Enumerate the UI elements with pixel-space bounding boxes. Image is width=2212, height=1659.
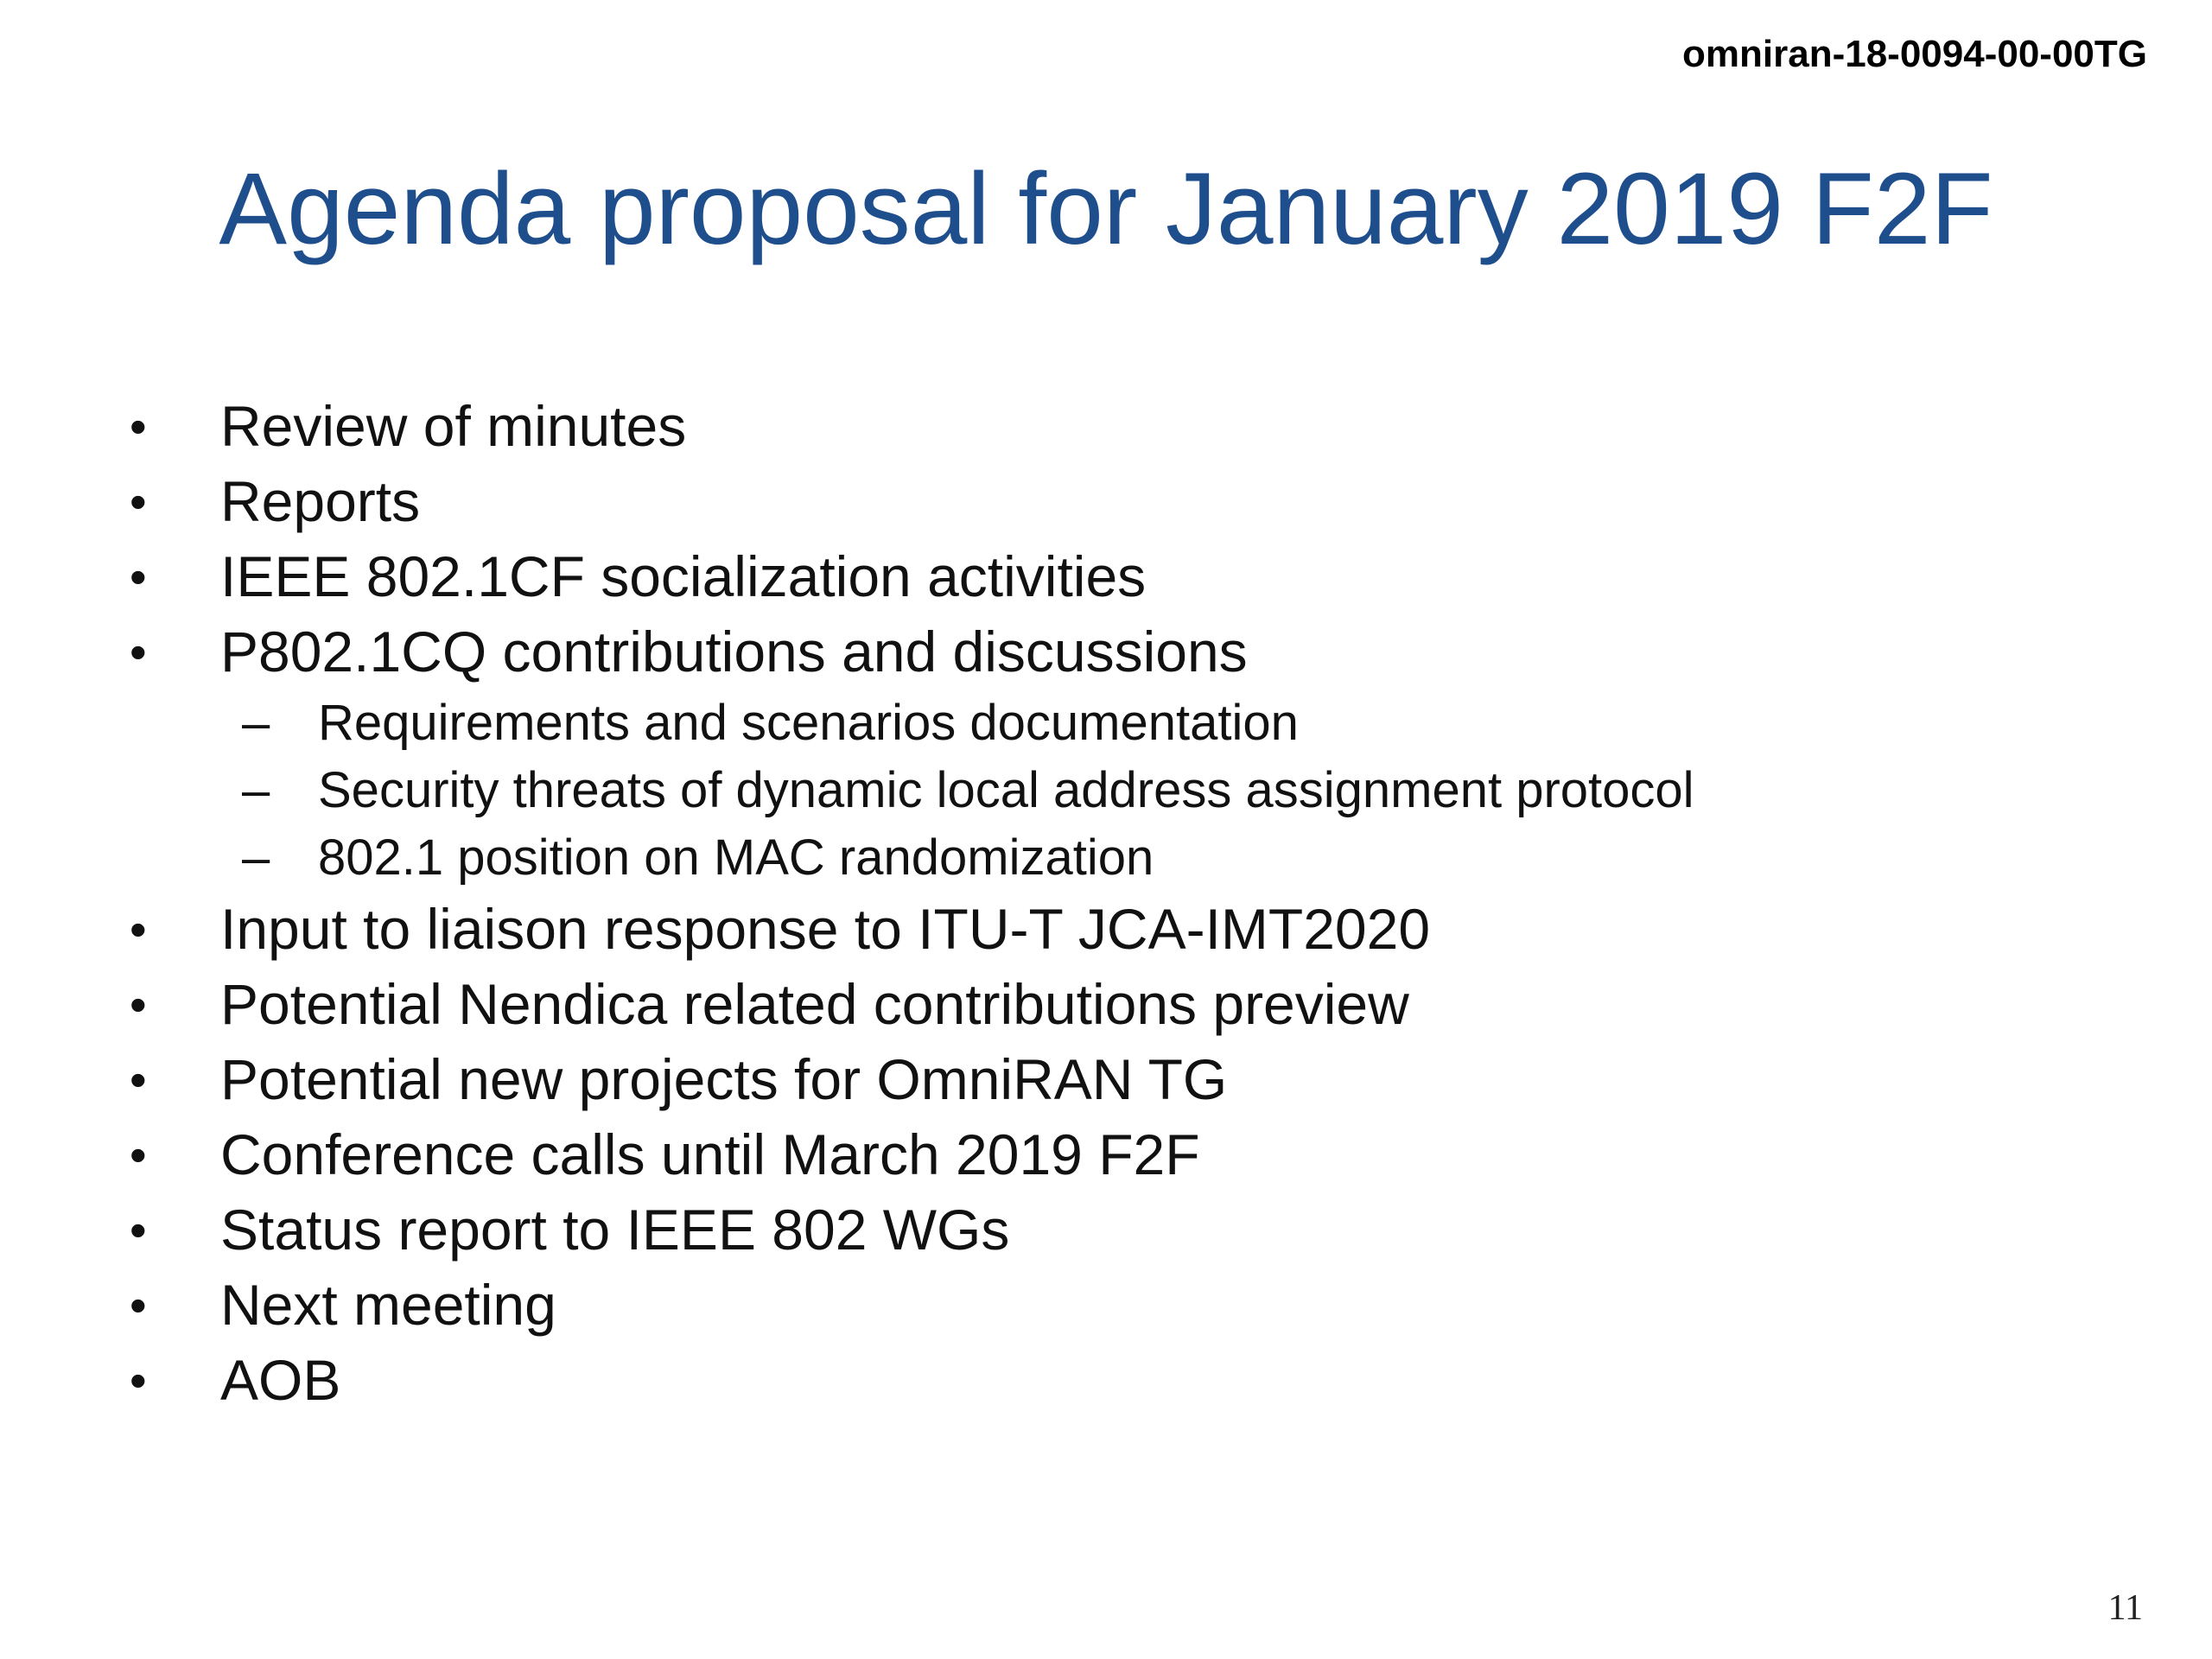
- bullet-icon: •: [130, 474, 147, 529]
- agenda-item-text: Reports: [220, 469, 421, 533]
- agenda-item: [130, 1192, 2160, 1268]
- agenda-sub-item-text: 802.1 position on MAC randomization: [318, 830, 1154, 886]
- agenda-item-text: Conference calls until March 2019 F2F: [220, 1122, 1200, 1186]
- bullet-icon: •: [130, 1128, 147, 1182]
- bullet-icon: •: [130, 550, 147, 604]
- bullet-icon: •: [130, 399, 147, 454]
- agenda-item-text: Review of minutes: [220, 394, 687, 458]
- agenda-item: [130, 892, 2160, 967]
- bullet-icon: •: [130, 1353, 147, 1408]
- agenda-item: [130, 1343, 2160, 1418]
- agenda-item-text: Status report to IEEE 802 WGs: [220, 1198, 1010, 1262]
- bullet-icon: •: [130, 625, 147, 679]
- agenda-item-text: P802.1CQ contributions and discussions: [220, 620, 1248, 683]
- bullet-icon: •: [130, 1278, 147, 1332]
- agenda-item-text: Input to liaison response to ITU-T JCA-IMT2020: [220, 897, 1431, 961]
- page-number: 11: [2107, 1588, 2143, 1628]
- agenda-item: [130, 389, 2160, 464]
- agenda-list: [130, 389, 2160, 1418]
- agenda-item-text: Next meeting: [220, 1273, 556, 1337]
- agenda-item-text: Potential new projects for OmniRAN TG: [220, 1047, 1228, 1111]
- agenda-item-text: Potential Nendica related contributions preview: [220, 972, 1409, 1036]
- agenda-item-text: IEEE 802.1CF socialization activities: [220, 544, 1147, 608]
- dash-icon: –: [242, 695, 270, 751]
- bullet-icon: •: [130, 977, 147, 1032]
- document-id: omniran-18-0094-00-00TG: [1682, 33, 2147, 75]
- agenda-sub-item-text: Security threats of dynamic local address assignment protocol: [318, 762, 1694, 818]
- agenda-item: [130, 1268, 2160, 1343]
- agenda-item: [130, 464, 2160, 539]
- dash-icon: –: [242, 762, 270, 818]
- bullet-icon: •: [130, 902, 147, 957]
- agenda-sub-item: [130, 824, 2160, 892]
- agenda-sub-item: [130, 690, 2160, 757]
- slide-title: Agenda proposal for January 2019 F2F: [219, 152, 1993, 266]
- agenda-item: [130, 1117, 2160, 1192]
- agenda-sub-item-text: Requirements and scenarios documentation: [318, 695, 1299, 751]
- bullet-icon: •: [130, 1052, 147, 1107]
- agenda-item: [130, 1042, 2160, 1117]
- agenda-sub-item: [130, 757, 2160, 824]
- bullet-icon: •: [130, 1203, 147, 1257]
- agenda-item: [130, 967, 2160, 1042]
- agenda-item: [130, 539, 2160, 614]
- agenda-item: [130, 614, 2160, 690]
- agenda-item-text: AOB: [220, 1348, 341, 1412]
- dash-icon: –: [242, 830, 270, 886]
